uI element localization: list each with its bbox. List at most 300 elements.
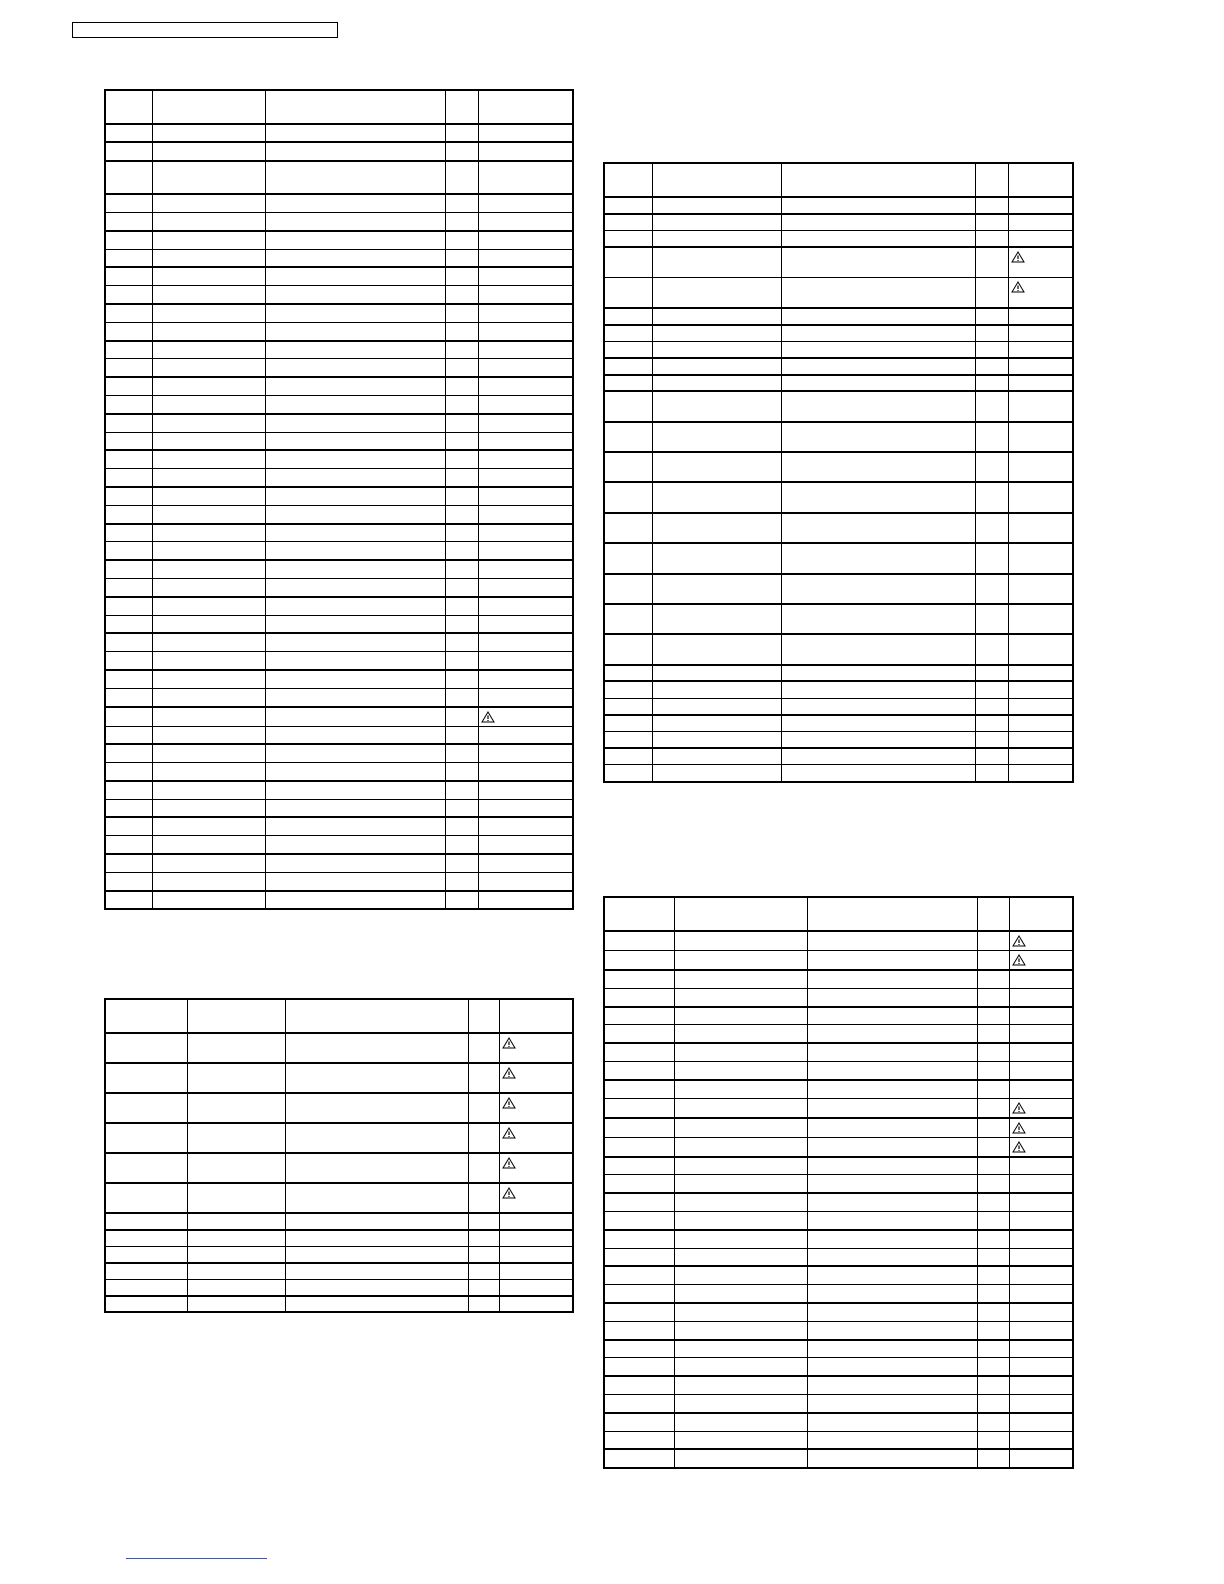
table-row — [105, 1093, 573, 1123]
table-row — [604, 358, 1073, 375]
table-cell — [265, 872, 445, 890]
table-cell — [674, 1321, 807, 1339]
table-cell — [807, 988, 977, 1006]
column-header — [977, 897, 1009, 931]
table-cell — [105, 652, 152, 670]
table-cell — [652, 358, 781, 375]
table-row — [105, 124, 573, 142]
table-cell — [674, 1098, 807, 1118]
table-cell — [152, 249, 265, 267]
column-header — [499, 999, 573, 1033]
table-cell — [807, 1193, 977, 1211]
table-row — [105, 781, 573, 799]
table-cell — [604, 375, 652, 392]
table-cell — [105, 1296, 187, 1313]
table-cell — [975, 277, 1008, 307]
table-cell — [604, 1211, 674, 1229]
table-row — [604, 931, 1073, 951]
table-cell — [265, 524, 445, 542]
table-cell — [604, 1266, 674, 1284]
table-cell — [445, 597, 478, 615]
table-cell — [604, 1007, 674, 1025]
table-cell — [807, 951, 977, 971]
table-cell — [105, 781, 152, 799]
column-header — [781, 163, 975, 197]
table-cell — [265, 267, 445, 285]
table-cell — [445, 817, 478, 835]
table-row — [604, 1098, 1073, 1118]
table-cell — [604, 715, 652, 732]
table-cell — [265, 450, 445, 468]
table-cell — [445, 450, 478, 468]
table-cell — [105, 1213, 187, 1230]
table-cell — [674, 1358, 807, 1376]
table-cell — [604, 931, 674, 951]
table-cell — [1009, 951, 1073, 971]
column-header — [105, 90, 152, 124]
table-cell — [1008, 574, 1073, 604]
table-cell — [445, 799, 478, 817]
table-cell — [478, 633, 573, 651]
table-row — [105, 633, 573, 651]
table-cell — [478, 597, 573, 615]
footer-link-underline[interactable] — [126, 1558, 267, 1559]
table-row — [604, 604, 1073, 634]
table-cell — [152, 799, 265, 817]
table-cell — [1009, 931, 1073, 951]
table-cell — [105, 891, 152, 909]
table-cell — [478, 763, 573, 781]
table-row — [604, 1118, 1073, 1138]
table-cell — [445, 726, 478, 744]
table-cell — [807, 1098, 977, 1118]
table-cell — [807, 1157, 977, 1175]
table-row — [604, 1230, 1073, 1248]
table-cell — [105, 578, 152, 596]
table-cell — [652, 748, 781, 765]
table-cell — [152, 652, 265, 670]
caution-triangle-icon — [502, 1157, 516, 1169]
table-cell — [652, 604, 781, 634]
table-cell — [285, 1123, 468, 1153]
table-cell — [604, 765, 652, 782]
table-row — [105, 615, 573, 633]
table-cell — [604, 1358, 674, 1376]
table-cell — [975, 748, 1008, 765]
table-cell — [445, 854, 478, 872]
table-cell — [265, 799, 445, 817]
table-cell — [604, 482, 652, 512]
table-cell — [977, 1061, 1009, 1079]
caution-triangle-icon — [502, 1037, 516, 1049]
table-cell — [105, 142, 152, 160]
table-cell — [468, 1123, 499, 1153]
table-cell — [604, 1193, 674, 1211]
table-cell — [781, 197, 975, 214]
table-cell — [1009, 1118, 1073, 1138]
table-cell — [478, 744, 573, 762]
table-cell — [285, 1230, 468, 1247]
table-cell — [975, 422, 1008, 452]
table-cell — [445, 142, 478, 160]
table-cell — [1009, 970, 1073, 988]
table-cell — [1008, 325, 1073, 342]
table-cell — [781, 543, 975, 573]
table-cell — [674, 1137, 807, 1157]
table-cell — [478, 836, 573, 854]
table-row — [105, 524, 573, 542]
table-cell — [807, 1118, 977, 1138]
table-cell — [977, 1413, 1009, 1431]
table-cell — [445, 763, 478, 781]
table-cell — [674, 1266, 807, 1284]
table-cell — [1009, 1137, 1073, 1157]
table-cell — [105, 212, 152, 230]
table-cell — [265, 142, 445, 160]
table-cell — [265, 286, 445, 304]
table-cell — [187, 1123, 285, 1153]
table-cell — [478, 872, 573, 890]
table-cell — [604, 1137, 674, 1157]
table-row — [604, 1211, 1073, 1229]
table-cell — [807, 1413, 977, 1431]
table-cell — [445, 615, 478, 633]
table-cell — [265, 854, 445, 872]
table-cell — [1008, 247, 1073, 277]
table-row — [105, 763, 573, 781]
table-row — [105, 670, 573, 688]
table-cell — [674, 1376, 807, 1394]
table-cell — [604, 308, 652, 325]
table-row — [604, 325, 1073, 342]
table-cell — [1008, 681, 1073, 698]
table-cell — [105, 1063, 187, 1093]
table-row — [105, 161, 573, 195]
table-cell — [1009, 1193, 1073, 1211]
table-cell — [604, 214, 652, 231]
table-cell — [1008, 422, 1073, 452]
table-cell — [652, 543, 781, 573]
table-cell — [265, 322, 445, 340]
table-cell — [674, 1193, 807, 1211]
table-cell — [604, 230, 652, 247]
table-row — [604, 1285, 1073, 1303]
table-cell — [652, 247, 781, 277]
table-cell — [105, 487, 152, 505]
table-cell — [977, 1080, 1009, 1098]
table-cell — [445, 124, 478, 142]
table-cell — [187, 1153, 285, 1183]
table-cell — [604, 1080, 674, 1098]
table-cell — [445, 891, 478, 909]
table-cell — [105, 597, 152, 615]
table-row — [105, 578, 573, 596]
table-cell — [807, 1175, 977, 1193]
table-cell — [1009, 1413, 1073, 1431]
table-cell — [445, 487, 478, 505]
table-cell — [604, 1449, 674, 1467]
table-cell — [604, 277, 652, 307]
table-cell — [652, 214, 781, 231]
table-row — [105, 1063, 573, 1093]
table-row — [604, 988, 1073, 1006]
table-cell — [975, 452, 1008, 482]
table-cell — [468, 1296, 499, 1313]
table-cell — [152, 487, 265, 505]
table-cell — [105, 432, 152, 450]
table-cell — [478, 432, 573, 450]
table-cell — [187, 1296, 285, 1313]
table-cell — [265, 469, 445, 487]
table-cell — [604, 748, 652, 765]
table-row — [604, 1248, 1073, 1266]
table-cell — [604, 1321, 674, 1339]
table-row — [105, 836, 573, 854]
table-cell — [781, 604, 975, 634]
table-cell — [674, 931, 807, 951]
table-cell — [187, 1183, 285, 1213]
table-row — [105, 231, 573, 249]
table-cell — [1009, 1248, 1073, 1266]
table-cell — [499, 1183, 573, 1213]
table-cell — [807, 1211, 977, 1229]
table-row — [105, 505, 573, 523]
table-row — [105, 597, 573, 615]
table-cell — [152, 304, 265, 322]
table-cell — [604, 1157, 674, 1175]
table-cell — [604, 988, 674, 1006]
table-cell — [604, 358, 652, 375]
column-header — [187, 999, 285, 1033]
table-row — [604, 951, 1073, 971]
table-cell — [674, 970, 807, 988]
table-cell — [1008, 214, 1073, 231]
table-row — [105, 542, 573, 560]
table-cell — [975, 197, 1008, 214]
table-cell — [975, 513, 1008, 543]
table-cell — [977, 1358, 1009, 1376]
table-cell — [674, 1007, 807, 1025]
table-cell — [977, 1025, 1009, 1043]
table-cell — [1008, 604, 1073, 634]
table-cell — [975, 634, 1008, 664]
table-cell — [152, 688, 265, 706]
table-cell — [499, 1063, 573, 1093]
table-cell — [152, 763, 265, 781]
table-cell — [478, 359, 573, 377]
table-cell — [187, 1230, 285, 1247]
table-cell — [1008, 513, 1073, 543]
table-cell — [652, 341, 781, 358]
table-cell — [781, 277, 975, 307]
table-cell — [674, 1413, 807, 1431]
table-cell — [445, 395, 478, 413]
table-cell — [105, 377, 152, 395]
table-row — [604, 1340, 1073, 1358]
table-row — [604, 422, 1073, 452]
caution-triangle-icon — [1011, 251, 1025, 263]
table-cell — [478, 799, 573, 817]
table-cell — [445, 161, 478, 195]
table-row — [105, 249, 573, 267]
table-cell — [652, 574, 781, 604]
table-row — [604, 1431, 1073, 1449]
table-cell — [1008, 391, 1073, 421]
table-cell — [781, 308, 975, 325]
table-cell — [152, 560, 265, 578]
table-cell — [1009, 1303, 1073, 1321]
table-cell — [445, 560, 478, 578]
table-cell — [152, 395, 265, 413]
table-cell — [977, 1449, 1009, 1467]
table-cell — [652, 715, 781, 732]
table-cell — [265, 304, 445, 322]
caution-triangle-icon — [502, 1067, 516, 1079]
table-cell — [478, 267, 573, 285]
table-row — [105, 1153, 573, 1183]
table-cell — [604, 1413, 674, 1431]
table-cell — [285, 1153, 468, 1183]
table-cell — [1008, 358, 1073, 375]
table-row — [105, 1183, 573, 1213]
table-cell — [468, 1230, 499, 1247]
table-row — [105, 322, 573, 340]
table-cell — [152, 450, 265, 468]
table-cell — [975, 681, 1008, 698]
table-cell — [1009, 1098, 1073, 1118]
table-cell — [105, 763, 152, 781]
table-cell — [265, 707, 445, 727]
table-cell — [445, 469, 478, 487]
table-cell — [1009, 1080, 1073, 1098]
table-cell — [652, 277, 781, 307]
table-row — [105, 891, 573, 909]
table-cell — [468, 1246, 499, 1263]
table-cell — [265, 781, 445, 799]
table-cell — [445, 578, 478, 596]
table-cell — [468, 1153, 499, 1183]
table-cell — [499, 1093, 573, 1123]
table-cell — [604, 197, 652, 214]
table-cell — [285, 1213, 468, 1230]
table-cell — [807, 1061, 977, 1079]
table-row — [105, 286, 573, 304]
table-cell — [1008, 715, 1073, 732]
table-cell — [652, 422, 781, 452]
table-cell — [152, 744, 265, 762]
table-cell — [604, 1340, 674, 1358]
table-cell — [975, 543, 1008, 573]
table-header-row — [105, 999, 573, 1033]
table-cell — [674, 1211, 807, 1229]
table-cell — [674, 1394, 807, 1412]
table-cell — [499, 1230, 573, 1247]
table-cell — [445, 670, 478, 688]
table-header-row — [604, 897, 1073, 931]
table-cell — [265, 377, 445, 395]
table-cell — [781, 452, 975, 482]
table-cell — [604, 681, 652, 698]
table-cell — [478, 377, 573, 395]
table-cell — [105, 872, 152, 890]
table-cell — [781, 748, 975, 765]
table-cell — [781, 422, 975, 452]
table-cell — [445, 249, 478, 267]
table-cell — [975, 715, 1008, 732]
column-header — [445, 90, 478, 124]
table-cell — [1009, 1266, 1073, 1284]
table-row — [105, 1279, 573, 1296]
table-cell — [975, 604, 1008, 634]
parts-table-bottom-right — [603, 896, 1074, 1469]
table-cell — [781, 391, 975, 421]
table-cell — [478, 688, 573, 706]
table-cell — [977, 1118, 1009, 1138]
table-cell — [152, 505, 265, 523]
table-cell — [977, 1340, 1009, 1358]
table-cell — [478, 726, 573, 744]
caution-triangle-icon — [1012, 954, 1026, 966]
table-cell — [478, 670, 573, 688]
table-cell — [478, 322, 573, 340]
table-cell — [674, 951, 807, 971]
column-header — [807, 897, 977, 931]
table-cell — [604, 452, 652, 482]
page-header-box — [72, 22, 338, 38]
table-cell — [478, 560, 573, 578]
table-row — [604, 341, 1073, 358]
column-header — [652, 163, 781, 197]
table-row — [604, 1376, 1073, 1394]
table-cell — [152, 597, 265, 615]
column-header — [604, 163, 652, 197]
table-cell — [652, 197, 781, 214]
table-cell — [1008, 197, 1073, 214]
table-cell — [807, 1303, 977, 1321]
table-cell — [265, 560, 445, 578]
table-cell — [478, 414, 573, 432]
table-row — [105, 377, 573, 395]
table-row — [105, 212, 573, 230]
table-cell — [478, 249, 573, 267]
table-cell — [468, 1263, 499, 1280]
table-row — [604, 1449, 1073, 1467]
table-cell — [977, 1285, 1009, 1303]
table-cell — [478, 578, 573, 596]
table-cell — [674, 1061, 807, 1079]
table-row — [105, 142, 573, 160]
table-cell — [152, 286, 265, 304]
table-cell — [105, 688, 152, 706]
table-cell — [1008, 230, 1073, 247]
table-cell — [781, 325, 975, 342]
table-cell — [285, 1246, 468, 1263]
table-cell — [1008, 634, 1073, 664]
table-cell — [1009, 1449, 1073, 1467]
table-cell — [674, 1449, 807, 1467]
table-row — [604, 247, 1073, 277]
table-cell — [105, 359, 152, 377]
table-cell — [604, 422, 652, 452]
table-cell — [604, 1043, 674, 1061]
table-cell — [105, 249, 152, 267]
table-cell — [652, 732, 781, 749]
table-cell — [105, 231, 152, 249]
table-cell — [478, 341, 573, 359]
table-cell — [652, 308, 781, 325]
table-cell — [1008, 482, 1073, 512]
table-cell — [105, 524, 152, 542]
